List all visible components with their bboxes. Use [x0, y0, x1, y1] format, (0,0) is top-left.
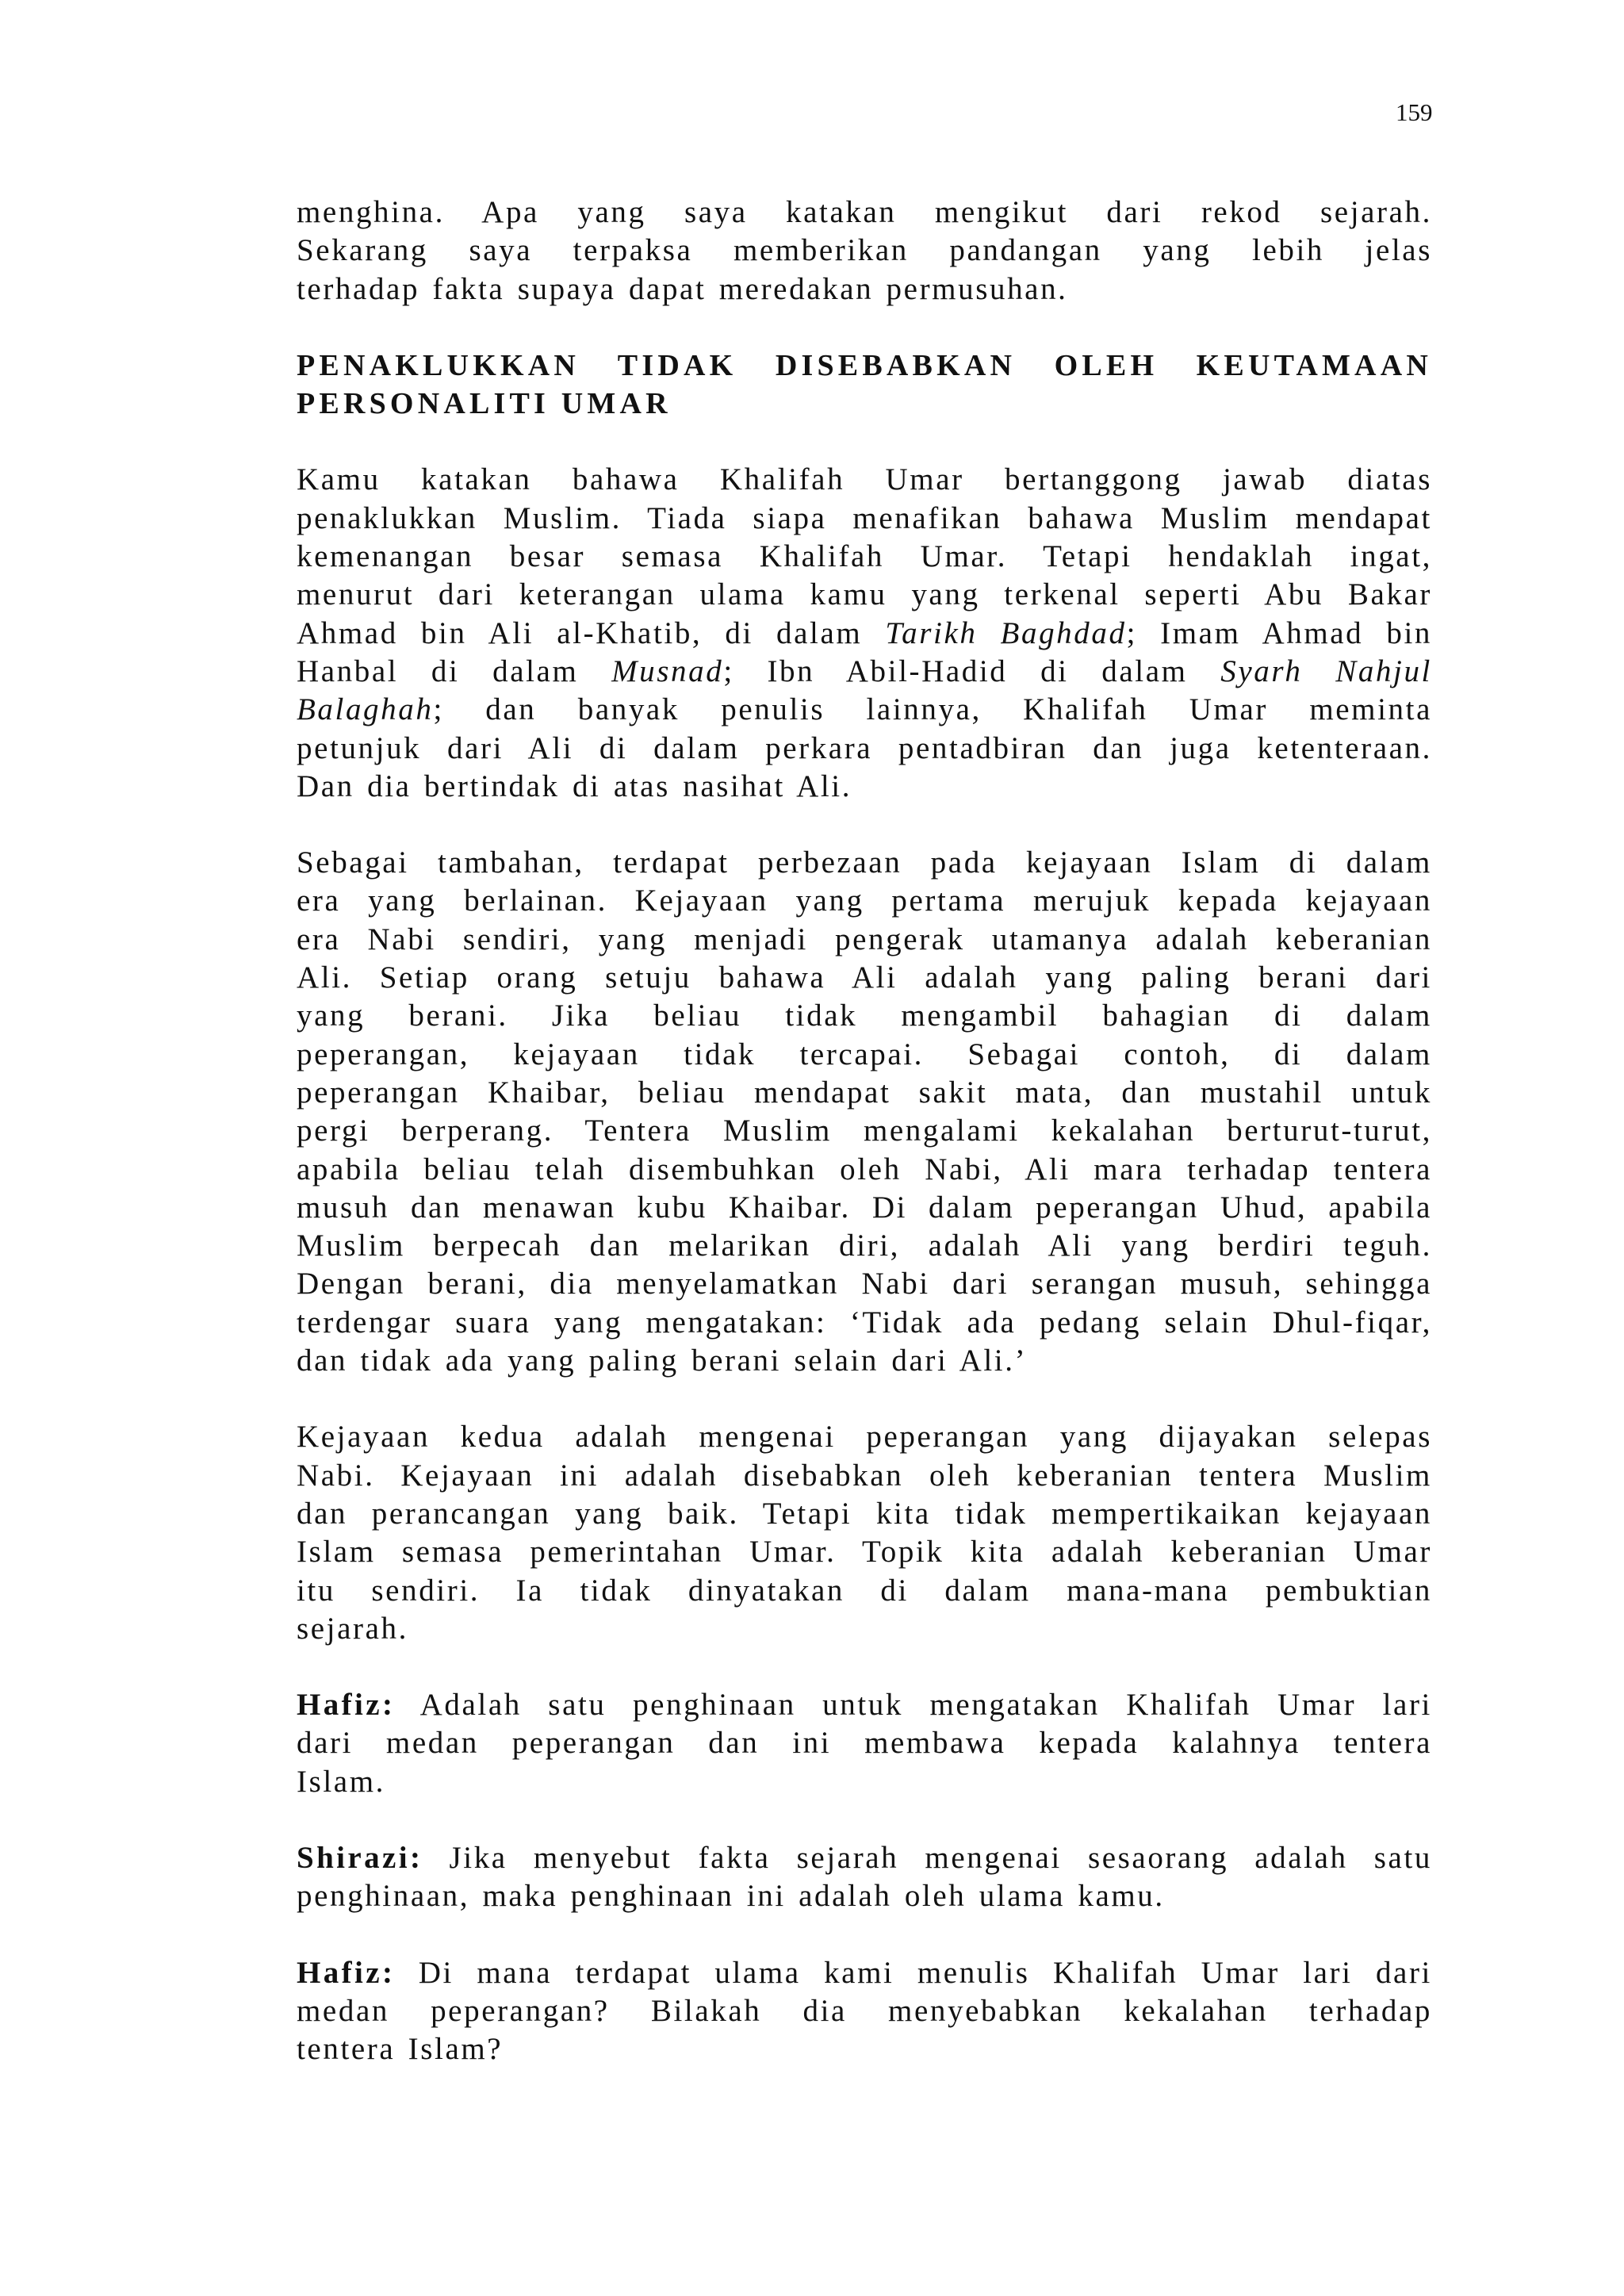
text-run: ; Ibn Abil-Hadid di dalam: [723, 654, 1221, 688]
book-title: Tarikh Baghdad: [885, 615, 1127, 650]
speaker-name: Hafiz:: [297, 1688, 396, 1723]
text-line: Dan dia bertindak di atas nasihat Ali.: [297, 769, 852, 803]
text-run: ; dan banyak penulis lainnya, Khalifah Umar meminta: [433, 692, 1432, 727]
section-heading: [297, 347, 1432, 424]
text-line: musuh dan menawan kubu Khaibar. Di dalam peperangan Uhud, apabila: [297, 1190, 1432, 1225]
text-line: era Nabi sendiri, yang menjadi pengerak utamanya adalah keberanian: [297, 922, 1432, 956]
text-line: menghina. Apa yang saya katakan mengikut dari rekod sejarah.: [297, 195, 1432, 229]
book-title: Syarh Nahjul: [1220, 654, 1432, 688]
text-run: Di mana terdapat ulama kami menulis Khalifah Umar lari dari: [395, 1955, 1432, 1990]
text-run: Ahmad bin Ali al-Khatib, di dalam: [297, 615, 886, 650]
text-line: tentera Islam?: [297, 2032, 504, 2067]
text-line: medan peperangan? Bilakah dia menyebabkan kekalahan terhadap: [297, 1993, 1432, 2028]
dialogue-paragraph: [297, 1839, 1432, 1916]
text-line: menurut dari keterangan ulama kamu yang terkenal seperti Abu Bakar: [297, 577, 1432, 612]
text-line: [297, 653, 1432, 691]
text-line: penaklukkan Muslim. Tiada siapa menafikan bahawa Muslim mendapat: [297, 500, 1432, 535]
heading-line: PERSONALITI UMAR: [297, 387, 672, 421]
text-line: dan perancangan yang baik. Tetapi kita tidak mempertikaikan kejayaan: [297, 1496, 1432, 1531]
text-line: kemenangan besar semasa Khalifah Umar. Tetapi hendaklah ingat,: [297, 539, 1432, 574]
text-line: Sebagai tambahan, terdapat perbezaan pada kejayaan Islam di dalam: [297, 845, 1432, 880]
paragraph: [297, 1418, 1432, 1648]
text-line: [297, 1686, 1432, 1724]
text-line: Islam semasa pemerintahan Umar. Topik kita adalah keberanian Umar: [297, 1535, 1432, 1570]
speaker-name: Shirazi:: [297, 1840, 423, 1875]
text-line: [297, 1954, 1432, 1992]
dialogue-paragraph: [297, 1686, 1432, 1801]
heading-line: PENAKLUKKAN TIDAK DISEBABKAN OLEH KEUTAMAAN: [297, 348, 1432, 382]
paragraph: [297, 461, 1432, 806]
text-line: pergi berperang. Tentera Muslim mengalami kekalahan berturut-turut,: [297, 1114, 1432, 1148]
text-line: Islam.: [297, 1764, 385, 1799]
text-line: penghinaan, maka penghinaan ini adalah oleh ulama kamu.: [297, 1879, 1165, 1914]
text-line: terhadap fakta supaya dapat meredakan permusuhan.: [297, 271, 1068, 306]
text-line: peperangan Khaibar, beliau mendapat sakit mata, dan mustahil untuk: [297, 1075, 1432, 1110]
dialogue-paragraph: [297, 1954, 1432, 2069]
text-line: itu sendiri. Ia tidak dinyatakan di dalam mana-mana pembuktian: [297, 1573, 1432, 1608]
page-body: [297, 194, 1432, 2068]
text-line: [297, 615, 1432, 653]
text-line: terdengar suara yang mengatakan: ‘Tidak ada pedang selain Dhul-fiqar,: [297, 1305, 1432, 1340]
text-run: Jika menyebut fakta sejarah mengenai sesaorang adalah satu: [423, 1840, 1432, 1875]
text-line: dan tidak ada yang paling berani selain dari Ali.’: [297, 1343, 1028, 1378]
text-line: sejarah.: [297, 1611, 408, 1646]
text-line: era yang berlainan. Kejayaan yang pertama merujuk kepada kejayaan: [297, 884, 1432, 918]
text-line: Nabi. Kejayaan ini adalah disebabkan oleh keberanian tentera Muslim: [297, 1458, 1432, 1493]
text-run: Hanbal di dalam: [297, 654, 612, 688]
text-line: Muslim berpecah dan melarikan diri, adalah Ali yang berdiri teguh.: [297, 1228, 1432, 1263]
text-line: Ali. Setiap orang setuju bahawa Ali adalah yang paling berani dari: [297, 960, 1432, 995]
text-line: Dengan berani, dia menyelamatkan Nabi dari serangan musuh, sehingga: [297, 1267, 1432, 1301]
book-title: Balaghah: [297, 692, 434, 727]
text-line: yang berani. Jika beliau tidak mengambil bahagian di dalam: [297, 999, 1432, 1033]
text-line: apabila beliau telah disembuhkan oleh Nabi, Ali mara terhadap tentera: [297, 1152, 1432, 1186]
text-line: dari medan peperangan dan ini membawa kepada kalahnya tentera: [297, 1726, 1432, 1761]
text-line: Sekarang saya terpaksa memberikan pandangan yang lebih jelas: [297, 233, 1432, 268]
text-run: ; Imam Ahmad bin: [1126, 615, 1433, 650]
paragraph: [297, 844, 1432, 1380]
paragraph: [297, 194, 1432, 309]
text-line: peperangan, kejayaan tidak tercapai. Sebagai contoh, di dalam: [297, 1037, 1432, 1071]
text-run: Adalah satu penghinaan untuk mengatakan Khalifah Umar lari: [395, 1688, 1432, 1723]
text-line: petunjuk dari Ali di dalam perkara pentadbiran dan juga ketenteraan.: [297, 730, 1432, 765]
page-number: 159: [1396, 98, 1433, 126]
text-line: [297, 691, 1432, 729]
text-line: [297, 1839, 1432, 1877]
text-line: Kamu katakan bahawa Khalifah Umar bertanggong jawab diatas: [297, 462, 1432, 497]
book-title: Musnad: [611, 654, 724, 688]
text-line: Kejayaan kedua adalah mengenai peperangan yang dijayakan selepas: [297, 1420, 1432, 1455]
speaker-name: Hafiz:: [297, 1955, 396, 1990]
